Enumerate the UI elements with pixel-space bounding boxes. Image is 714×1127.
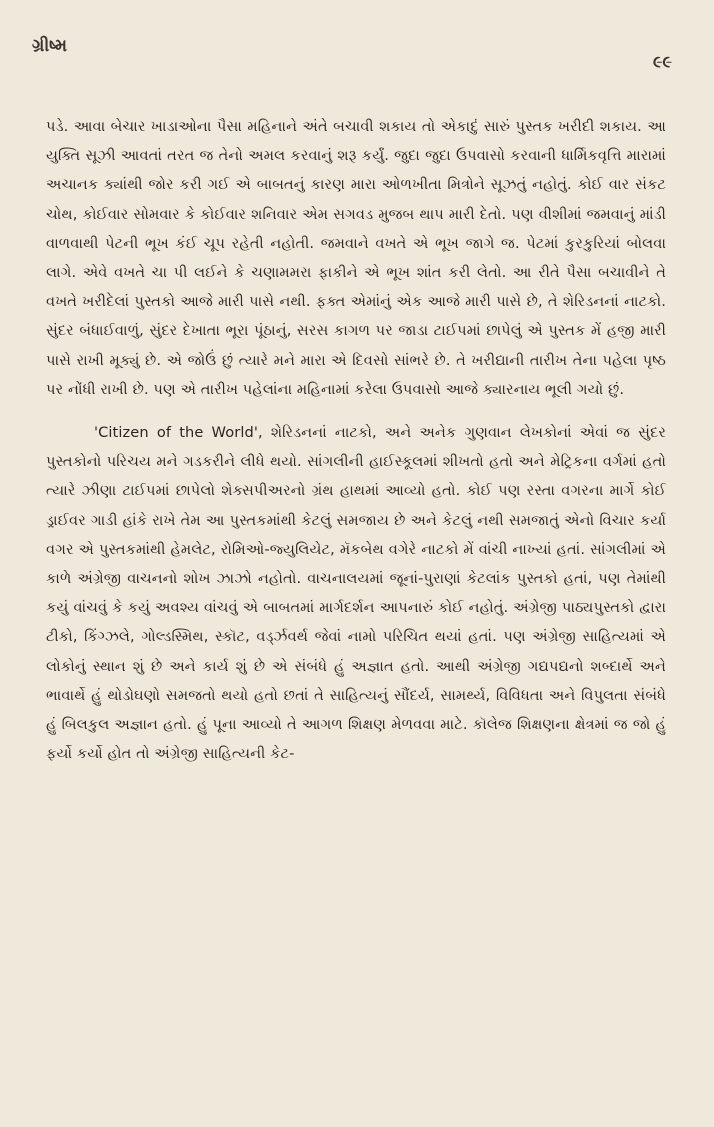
paragraph-continuation: પડે. આવા બેચાર ખાડાઓના પૈસા મહિનાને અંતે બચાવી શકાય તો એકાદું સારું પુસ્તક ખરીદી શકાય. આ યુક્તિ સૂઝી આવતાં તરત જ તેનો અમલ કરવાનું શરૂ કર્યું. જુદા જુદા ઉપવાસો કરવાની ધાર્મિકવૃત્તિ મારામાં અચાનક ક્યાંથી જોર કરી ગઈ એ બાબતનું કારણ મારા ઓળખીતા મિત્રોને સૂઝતું નહોતું. કોઈ વાર સંકટ ચોથ, કોઈવાર સોમવાર કે કોઈવાર શનિવાર એમ સગવડ મુજબ થાપ મારી દેતો. પણ વીશીમાં જમવાનું માંડી વાળવાથી પેટની ભૂખ કંઈ ચૂપ રહેતી નહોતી. જમવાને વખતે એ ભૂખ જાગે જ. પેટમાં કુરકુરિયાં બોલવા લાગે. એવે વખતે ચા પી લઈને કે ચણામમરા ફાકીને એ ભૂખ શાંત કરી લેતો. આ રીતે પૈસા બચાવીને તે વખતે ખરીદેલાં પુસ્તકો આજે મારી પાસે નથી. ફક્ત એમાંનું એક આજે મારી પાસે છે, તે શેરિડનનાં નાટકો. સુંદર બંધાઈવાળું, સુંદર દેખાતા ભૂરા પૂંઠાનું, સરસ કાગળ પર જાડા ટાઈપમાં છાપેલું એ પુસ્તક મેં હજી મારી પાસે રાખી મૂક્યું છે. એ જોઉં છું ત્યારે મને મારા એ દિવસો સાંભરે છે. તે ખરીદ્યાની તારીખ તેના પહેલા પૃષ્ઠ પર નોંધી રાખી છે. પણ એ તારીખ પહેલાંના મહિનામાં કરેલા ઉપવાસો આજે ક્યારનાય ભૂલી ગયો છું.: [46, 118, 666, 398]
page-body: [46, 112, 666, 768]
paragraph: 'Citizen of the World', શેરિડનનાં નાટકો, અને અનેક ગુણવાન લેખકોનાં એવાં જ સુંદર પુસ્તકોનો પરિચય મને ગડકરીને લીધે થયો. સાંગલીની હાઈસ્કૂલમાં શીખતો હતો અને મેટ્રિકના વર્ગમાં હતો ત્યારે ઝીણા ટાઈપમાં છાપેલો શેક્સપીઅરનો ગ્રંથ હાથમાં આવ્યો હતો. કોઈ પણ રસ્તા વગરના માર્ગે કોઈ ડ્રાઈવર ગાડી હાંકે રાખે તેમ આ પુસ્તકમાંથી કેટલું સમજાય છે અને કેટલું નથી સમજાતું એનો વિચાર કર્યા વગર એ પુસ્તકમાંથી હેમલેટ, રોમિઓ-જ્યુલિયેટ, મૅકબેથ વગેરે નાટકો મેં વાંચી નાખ્યાં હતાં. સાંગલીમાં એ કાળે અંગ્રેજી વાચનનો શોખ ઝાઝો નહોતો. વાચનાલયમાં જૂનાં-પુરાણાં કેટલાંક પુસ્તકો હતાં, પણ તેમાંથી કયું વાંચવું કે કયું અવશ્ય વાંચવું એ બાબતમાં માર્ગદર્શન આપનારું કોઈ નહોતું. અંગ્રેજી પાઠ્યપુસ્તકો દ્વારા ટીકો, કિંગ્ઝલે, ગોલ્ડસ્મિથ, સ્કૉટ, વર્ડ્ઝવર્થ જેવાં નામો પરિચિત થયાં હતાં. પણ અંગ્રેજી સાહિત્યમાં એ લોકોનું સ્થાન શું છે અને કાર્ય શું છે એ સંબંધે હું અજ્ઞાત હતો. આથી અંગ્રેજી ગદ્યપદ્યનો શબ્દાર્થે અને ભાવાર્થે હું થોડોઘણો સમજતો થયો હતો છતાં તે સાહિત્યનું સૌંદર્ય, સામર્થ્ય, વિવિધતા અને વિપુલતા સંબંધે હું બિલકુલ અજ્ઞાન હતો. હું પૂના આવ્યો તે આગળ શિક્ષણ મેળવવા માટે. કૉલેજ શિક્ષણના ક્ષેત્રમાં જ જો હું ફર્યો કર્યો હોત તો અંગ્રેજી સાહિત્યની કેટ-: [46, 424, 666, 763]
page-header: [32, 30, 672, 71]
running-head: ગ્રીષ્મ: [32, 36, 68, 56]
page-number: ૯૯: [653, 52, 672, 71]
